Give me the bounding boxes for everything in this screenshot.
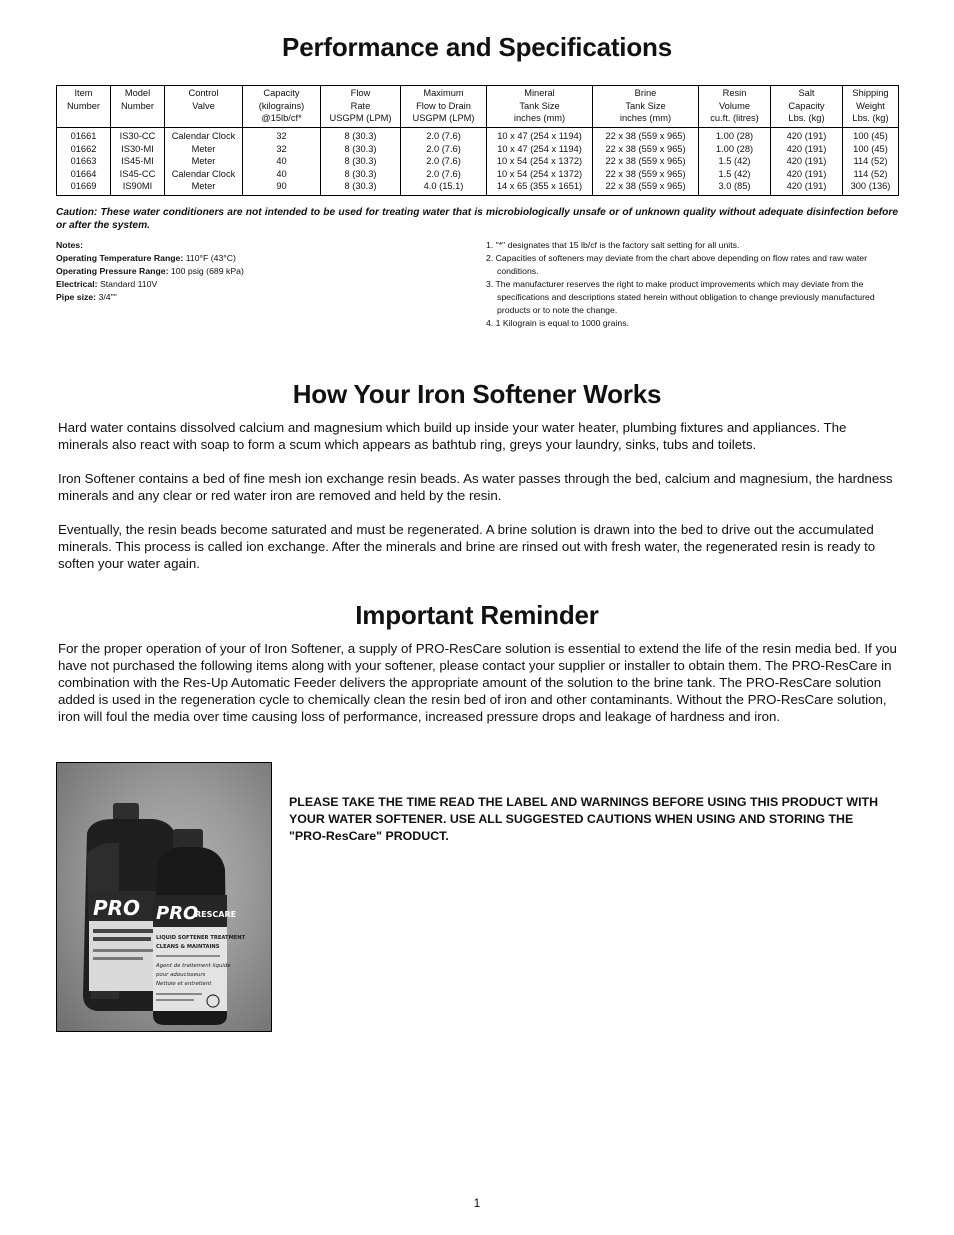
label-line: pour adoucisseurs [156,972,206,978]
how-it-works-paragraph: Eventually, the resin beads become saturated and must be regenerated. A brine solution is drawn into the bed to drive out the accumulated minerals. This process is called ion exchange. After the minerals and brine are rinsed out with fresh water, the regenerated resin is ready to soften your water again. [58,522,876,571]
column-header: Control Valve [165,86,243,128]
product-warning: PLEASE TAKE THE TIME READ THE LABEL AND WARNINGS BEFORE USING THIS PRODUCT WITH YOUR WATER SOFTENER. USE ALL SUGGESTED CAUTIONS WHEN USING AND STORING THE "PRO-ResCare" PRODUCT. [289,795,879,843]
table-cell-column: 22 x 38 (559 x 965) 22 x 38 (559 x 965) 22 x 38 (559 x 965) 22 x 38 (559 x 965) 22 x 38 (559 x 965) [593,128,699,196]
note-pressure: Operating Pressure Range: 100 psig (689 kPa) [56,266,244,276]
column-header: Resin Volume cu.ft. (litres) [699,86,771,128]
table-cell-column: 100 (45) 100 (45) 114 (52) 114 (52) 300 (136) [843,128,899,196]
footnote-item: 1. "*" designates that 15 lb/cf is the factory salt setting for all units. [486,240,740,250]
note-temperature: Operating Temperature Range: 110°F (43°C) [56,253,236,263]
label-line: LIQUID SOFTENER TREATMENT [156,935,246,941]
brand-text-pro: PRO [156,903,199,924]
column-header: Maximum Flow to Drain USGPM (LPM) [401,86,487,128]
note-pipe-size: Pipe size: 3/4"" [56,292,117,302]
small-bottle-image [153,829,246,1025]
table-cell-column: 2.0 (7.6) 2.0 (7.6) 2.0 (7.6) 2.0 (7.6) 4.0 (15.1) [401,128,487,196]
footnote-item: 4. 1 Kilograin is equal to 1000 grains. [486,318,629,328]
table-cell-column: 32 32 40 40 90 [243,128,321,196]
page-title-performance: Performance and Specifications [282,32,672,62]
column-header: Shipping Weight Lbs. (kg) [843,86,899,128]
section-title-important-reminder: Important Reminder [355,600,599,630]
caution-note: Caution: These water conditioners are not intended to be used for treating water that is microbiologically unsafe or of unknown quality without adequate disinfection before or after the system. [56,207,898,231]
specifications-table [56,85,899,196]
how-it-works-paragraph: Iron Softener contains a bed of fine mesh ion exchange resin beads. As water passes through the bed, calcium and magnesium, the hardness minerals and any clear or red water iron are removed and held by the resin. [58,471,893,503]
brand-text-left: PRO [93,896,141,920]
label-line: Nettoie et entretient [156,981,212,987]
brand-text-rescare: RESCARE [195,910,237,919]
footnote-item: 2. Capacities of softeners may deviate from the chart above depending on flow rates and raw water conditions. [486,253,868,276]
reminder-paragraph: For the proper operation of your of Iron Softener, a supply of PRO-ResCare solution is essential to extend the life of the resin media bed. If you have not purchased the following items along with your softener, please contact your supplier or installer to obtain them. The PRO-ResCare in combination with the Res-Up Automatic Feeder delivers the appropriate amount of the solution to the brine tank. The PRO-ResCare solution added is used in the regeneration cycle to chemically clean the resin bed of iron and other contaminants. Without the PRO-ResCare solution, iron will foul the media over time causing loss of performance, increased pressure drops and leakage of hardness and iron. [58,641,897,724]
footnotes-list [486,239,898,330]
label-line: Agent de traitement liquide [156,963,231,969]
column-header: Flow Rate USGPM (LPM) [321,86,401,128]
notes-title: Notes: [56,240,84,250]
column-header: Capacity (kilograins) @15lb/cf* [243,86,321,128]
column-header: Model Number [111,86,165,128]
table-cell-column: 420 (191) 420 (191) 420 (191) 420 (191) 420 (191) [771,128,843,196]
notes-block [56,239,436,304]
column-header: Mineral Tank Size inches (mm) [487,86,593,128]
label-line: CLEANS & MAINTAINS [156,944,220,950]
column-header: Item Number [57,86,111,128]
note-electrical: Electrical: Standard 110V [56,279,158,289]
section-title-how-it-works: How Your Iron Softener Works [292,379,662,409]
table-cell-column: 8 (30.3) 8 (30.3) 8 (30.3) 8 (30.3) 8 (30.3) [321,128,401,196]
table-cell-column: 01661 01662 01663 01664 01669 [57,128,111,196]
column-header: Salt Capacity Lbs. (kg) [771,86,843,128]
page-number: 1 [473,1196,481,1210]
specifications-data-row [57,128,899,196]
table-cell-column: IS30-CC IS30-MI IS45-MI IS45-CC IS90MI [111,128,165,196]
product-photo [56,762,272,1032]
table-cell-column: 1.00 (28) 1.00 (28) 1.5 (42) 1.5 (42) 3.0 (85) [699,128,771,196]
table-cell-column: 10 x 47 (254 x 1194) 10 x 47 (254 x 1194) 10 x 54 (254 x 1372) 10 x 54 (254 x 1372) 14 x 65 (355 x 1651) [487,128,593,196]
table-cell-column: Calendar Clock Meter Meter Calendar Clock Meter [165,128,243,196]
footnote-item: 3. The manufacturer reserves the right to make product improvements which may deviate from the specifications and descriptions stated herein without obligation to change previously manufactured products or to note the change. [486,279,875,315]
column-header: Brine Tank Size inches (mm) [593,86,699,128]
specifications-header-row [57,86,899,128]
how-it-works-paragraph: Hard water contains dissolved calcium and magnesium which build up inside your water heater, plumbing fixtures and appliances. The minerals also react with soap to form a scum which appears as bathtub ring, greys your laundry, sinks, tubs and toilets. [58,420,847,452]
